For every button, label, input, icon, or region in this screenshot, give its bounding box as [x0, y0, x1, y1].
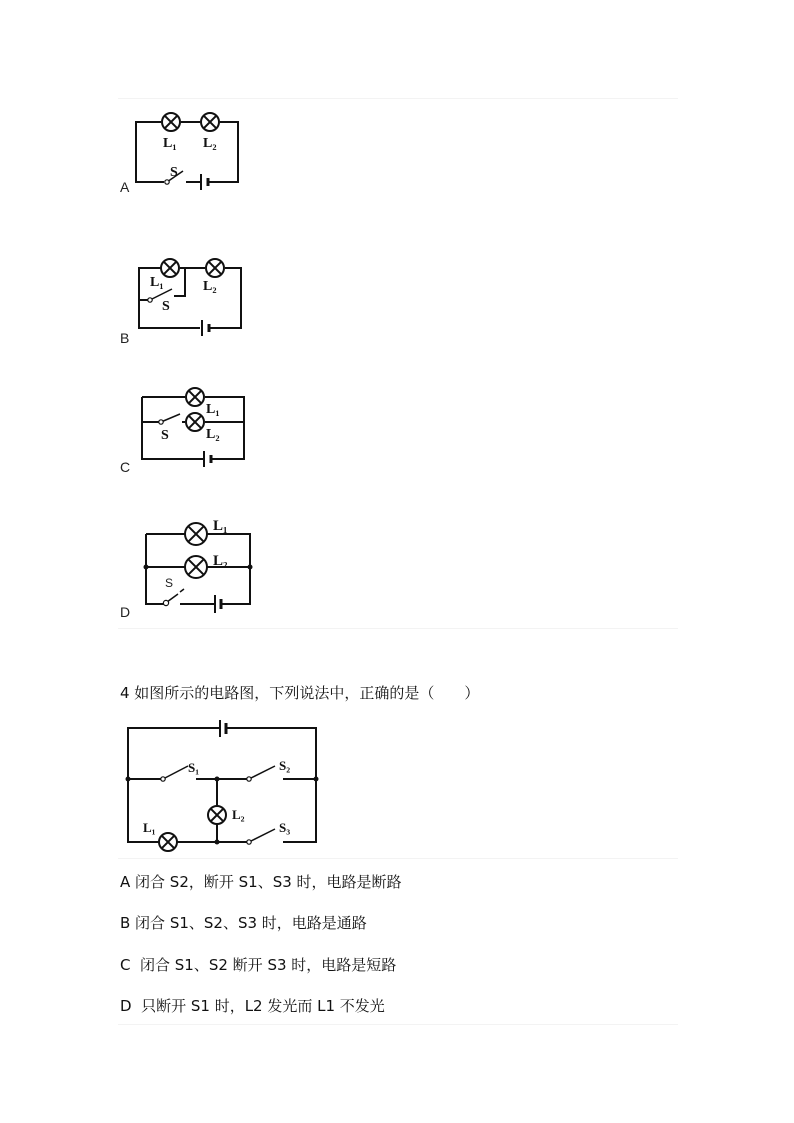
lamp-icon — [186, 388, 204, 406]
switch-label: S — [161, 428, 169, 443]
s2-label: S₂ — [279, 758, 291, 773]
switch-label: S — [165, 576, 174, 590]
question-4-text: 4 如图所示的电路图，下列说法中，正确的是（ ） — [120, 684, 480, 702]
l2-label: L₂ — [232, 807, 245, 822]
s1-label: S₁ — [188, 760, 200, 775]
option-d-letter: D — [120, 604, 131, 620]
question4-circuit — [126, 720, 319, 851]
answer-option-b[interactable]: B 闭合 S1、S2、S3 时，电路是通路 — [120, 914, 367, 932]
lamp-icon — [185, 556, 207, 578]
option-c-letter: C — [120, 459, 131, 475]
lamp-icon — [206, 259, 224, 277]
lamp2-label: L₂ — [206, 427, 220, 442]
lamp1-label: L₁ — [213, 518, 228, 534]
l1-label: L₁ — [143, 820, 156, 835]
lamp1-label: L₁ — [206, 402, 220, 417]
circuit-d — [144, 518, 253, 613]
lamp-icon — [201, 113, 219, 131]
lamp-l1-icon — [159, 833, 177, 851]
lamp-icon — [186, 413, 204, 431]
circuit-a — [136, 113, 238, 190]
lamp2-label: L₂ — [203, 136, 217, 151]
option-a-letter: A — [120, 179, 130, 195]
circuit-b — [139, 259, 241, 336]
lamp1-label: L₁ — [150, 275, 164, 290]
lamp-l2-icon — [208, 806, 226, 824]
answer-option-a[interactable]: A 闭合 S2，断开 S1、S3 时，电路是断路 — [120, 873, 402, 891]
lamp-icon — [185, 523, 207, 545]
lamp-icon — [161, 259, 179, 277]
lamp-icon — [162, 113, 180, 131]
lamp2-label: L₂ — [213, 553, 228, 569]
s3-label: S₃ — [279, 820, 291, 835]
option-b-letter: B — [120, 330, 130, 346]
answer-option-c[interactable]: C 闭合 S1、S2 断开 S3 时，电路是短路 — [120, 956, 397, 974]
lamp2-label: L₂ — [203, 279, 217, 294]
switch-label: S — [162, 299, 170, 314]
lamp1-label: L₁ — [163, 136, 177, 151]
circuit-c — [142, 388, 244, 467]
switch-label: S — [170, 165, 178, 180]
answer-option-d[interactable]: D 只断开 S1 时，L2 发光而 L1 不发光 — [120, 997, 385, 1015]
